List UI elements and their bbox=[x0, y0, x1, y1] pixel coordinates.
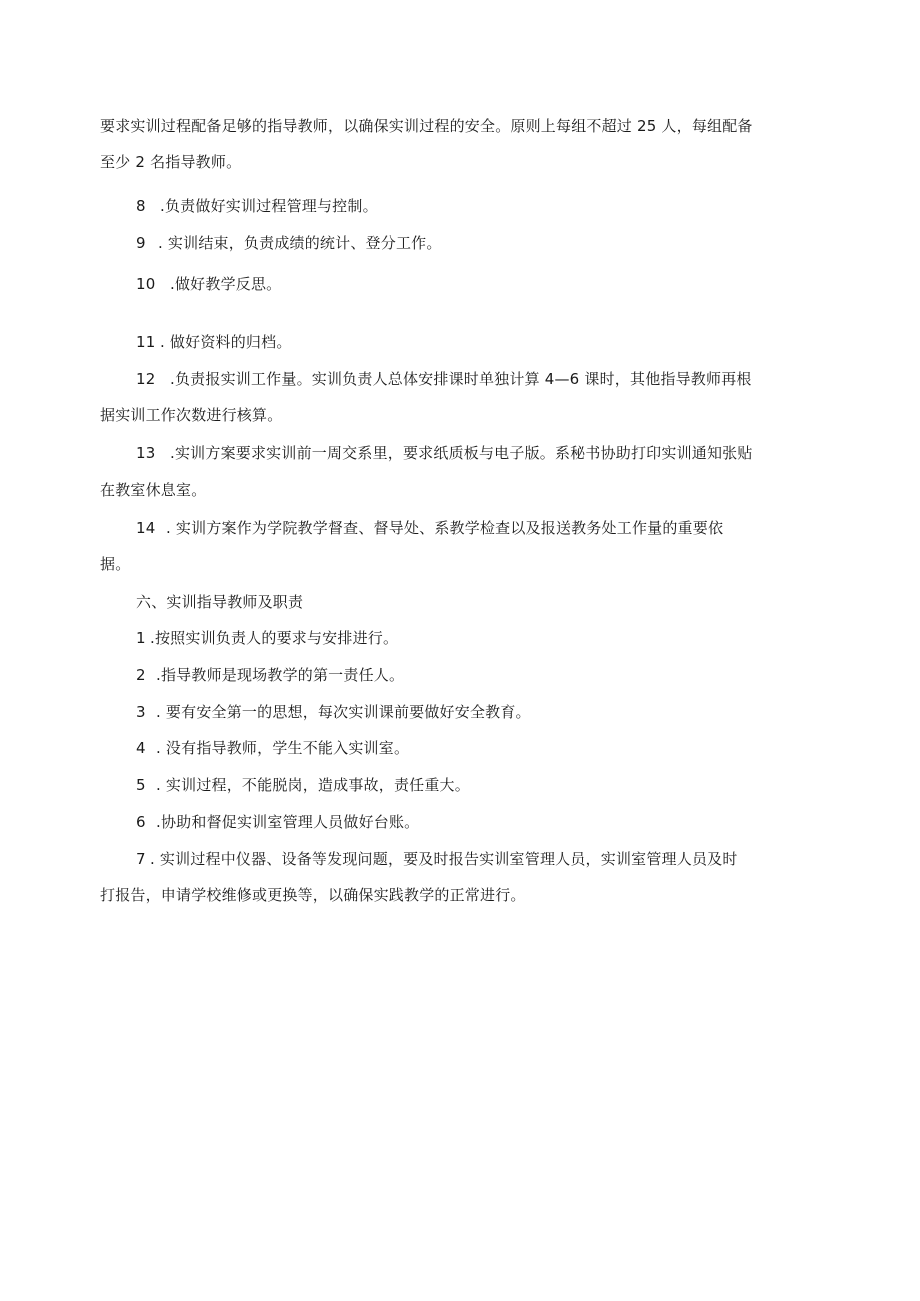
list-item-13-continuation: 在教室休息室。 bbox=[100, 481, 207, 499]
list-item-14-continuation: 据。 bbox=[100, 555, 131, 573]
list-item-11 bbox=[136, 332, 292, 352]
duty-item-3 bbox=[136, 702, 531, 722]
list-item-9 bbox=[136, 233, 442, 253]
item-text: . 要有安全第一的思想，每次实训课前要做好安全教育。 bbox=[156, 703, 531, 721]
intro-line-1: 要求实训过程配备足够的指导教师，以确保实训过程的安全。原则上每组不超过 25 人，每组配备 bbox=[100, 117, 753, 135]
item-number: 4 bbox=[136, 739, 146, 757]
duty-item-2 bbox=[136, 665, 404, 685]
list-item-8 bbox=[136, 196, 378, 216]
item-text: .协助和督促实训室管理人员做好台账。 bbox=[156, 813, 420, 831]
item-text: . 实训过程中仪器、设备等发现问题，要及时报告实训室管理人员，实训室管理人员及时 bbox=[150, 850, 738, 868]
list-item-10 bbox=[136, 274, 281, 294]
duty-item-6 bbox=[136, 812, 419, 832]
item-number: 10 bbox=[136, 275, 156, 293]
item-text: .指导教师是现场教学的第一责任人。 bbox=[156, 666, 405, 684]
list-item-12 bbox=[136, 369, 752, 389]
item-text: . 实训结束，负责成绩的统计、登分工作。 bbox=[158, 234, 442, 252]
duty-item-7 bbox=[136, 849, 738, 869]
list-item-12-continuation: 据实训工作次数进行核算。 bbox=[100, 406, 283, 424]
duty-item-7-continuation: 打报告，申请学校维修或更换等，以确保实践教学的正常进行。 bbox=[100, 886, 526, 904]
item-number: 14 bbox=[136, 519, 156, 537]
item-text: .负责报实训工作量。实训负责人总体安排课时单独计算 4—6 课时，其他指导教师再根 bbox=[170, 370, 752, 388]
item-number: 11 bbox=[136, 333, 156, 351]
item-number: 6 bbox=[136, 813, 146, 831]
item-number: 9 bbox=[136, 234, 146, 252]
item-number: 5 bbox=[136, 776, 146, 794]
intro-line-2: 至少 2 名指导教师。 bbox=[100, 153, 242, 171]
item-number: 8 bbox=[136, 197, 146, 215]
item-text: . 实训过程，不能脱岗，造成事故，责任重大。 bbox=[156, 776, 470, 794]
item-number: 1 bbox=[136, 629, 146, 647]
item-number: 3 bbox=[136, 703, 146, 721]
item-number: 7 bbox=[136, 850, 146, 868]
duty-item-5 bbox=[136, 775, 470, 795]
duty-item-4 bbox=[136, 738, 409, 758]
item-text: . 实训方案作为学院教学督查、督导处、系教学检查以及报送教务处工作量的重要依 bbox=[166, 519, 724, 537]
item-text: .做好教学反思。 bbox=[170, 275, 282, 293]
list-item-13 bbox=[136, 443, 753, 463]
item-text: . 没有指导教师，学生不能入实训室。 bbox=[156, 739, 410, 757]
duty-item-1 bbox=[136, 628, 398, 648]
item-text: . 做好资料的归档。 bbox=[160, 333, 292, 351]
section-heading: 六、实训指导教师及职责 bbox=[136, 593, 304, 611]
list-item-14 bbox=[136, 518, 723, 538]
item-number: 12 bbox=[136, 370, 156, 388]
item-text: .实训方案要求实训前一周交系里，要求纸质板与电子版。系秘书协助打印实训通知张贴 bbox=[170, 444, 753, 462]
item-number: 2 bbox=[136, 666, 146, 684]
item-text: .按照实训负责人的要求与安排进行。 bbox=[150, 629, 399, 647]
item-number: 13 bbox=[136, 444, 156, 462]
item-text: .负责做好实训过程管理与控制。 bbox=[160, 197, 378, 215]
